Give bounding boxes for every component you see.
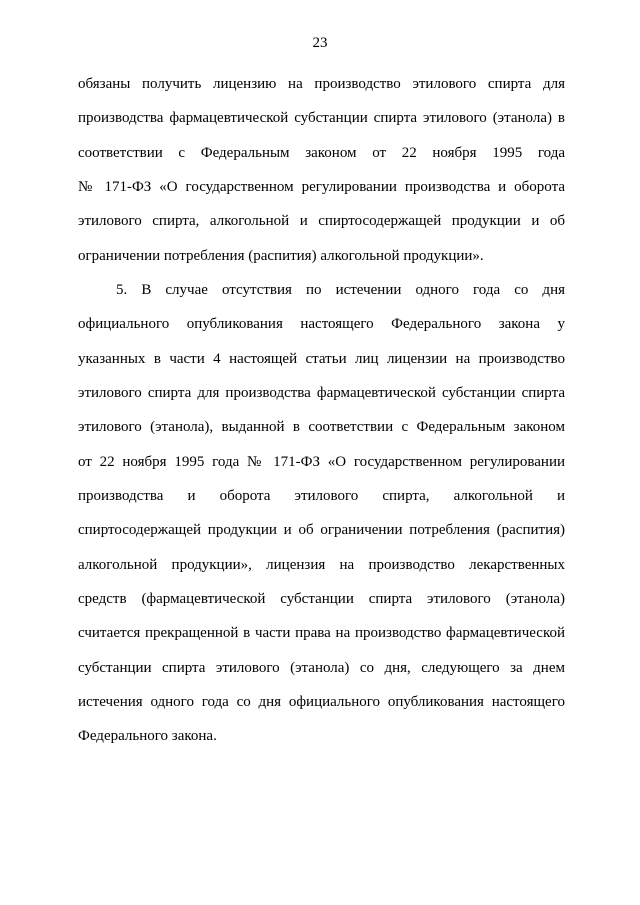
paragraph-line: № 171-ФЗ «О государственном регулировании производства и оборота bbox=[78, 179, 565, 195]
paragraph-line: Федерального закона. bbox=[78, 728, 217, 744]
paragraph-line: от 22 ноября 1995 года № 171-ФЗ «О государственном регулировании bbox=[78, 454, 565, 470]
page-number: 23 bbox=[312, 35, 328, 51]
paragraph-line: соответствии с Федеральным законом от 22 ноября 1995 года bbox=[78, 145, 565, 161]
paragraph-line: указанных в части 4 настоящей статьи лиц лицензии на производство bbox=[78, 351, 565, 367]
paragraph-line: субстанции спирта этилового (этанола) со дня, следующего за днем bbox=[78, 660, 565, 676]
paragraph-line: официального опубликования настоящего Федерального закона у bbox=[78, 316, 565, 332]
paragraph-line: средств (фармацевтической субстанции спирта этилового (этанола) bbox=[78, 591, 565, 607]
paragraph-line: этилового (этанола), выданной в соответствии с Федеральным законом bbox=[78, 419, 565, 435]
paragraph-line: алкогольной продукции», лицензия на производство лекарственных bbox=[78, 557, 565, 573]
paragraph-line: ограничении потребления (распития) алкогольной продукции». bbox=[78, 248, 484, 264]
paragraph-line: истечения одного года со дня официального опубликования настоящего bbox=[78, 694, 565, 710]
paragraph-line: обязаны получить лицензию на производство этилового спирта для bbox=[78, 76, 565, 92]
paragraph-line: производства фармацевтической субстанции спирта этилового (этанола) в bbox=[78, 110, 565, 126]
paragraph-line: производства и оборота этилового спирта, алкогольной и bbox=[78, 488, 565, 504]
paragraph-line: спиртосодержащей продукции и об ограничении потребления (распития) bbox=[78, 522, 565, 538]
paragraph-line: этилового спирта для производства фармацевтической субстанции спирта bbox=[78, 385, 565, 401]
paragraph-line: этилового спирта, алкогольной и спиртосодержащей продукции и об bbox=[78, 213, 565, 229]
paragraph-line: 5. В случае отсутствия по истечении одного года со дня bbox=[116, 282, 565, 298]
paragraph-line: считается прекращенной в части права на производство фармацевтической bbox=[78, 625, 565, 641]
